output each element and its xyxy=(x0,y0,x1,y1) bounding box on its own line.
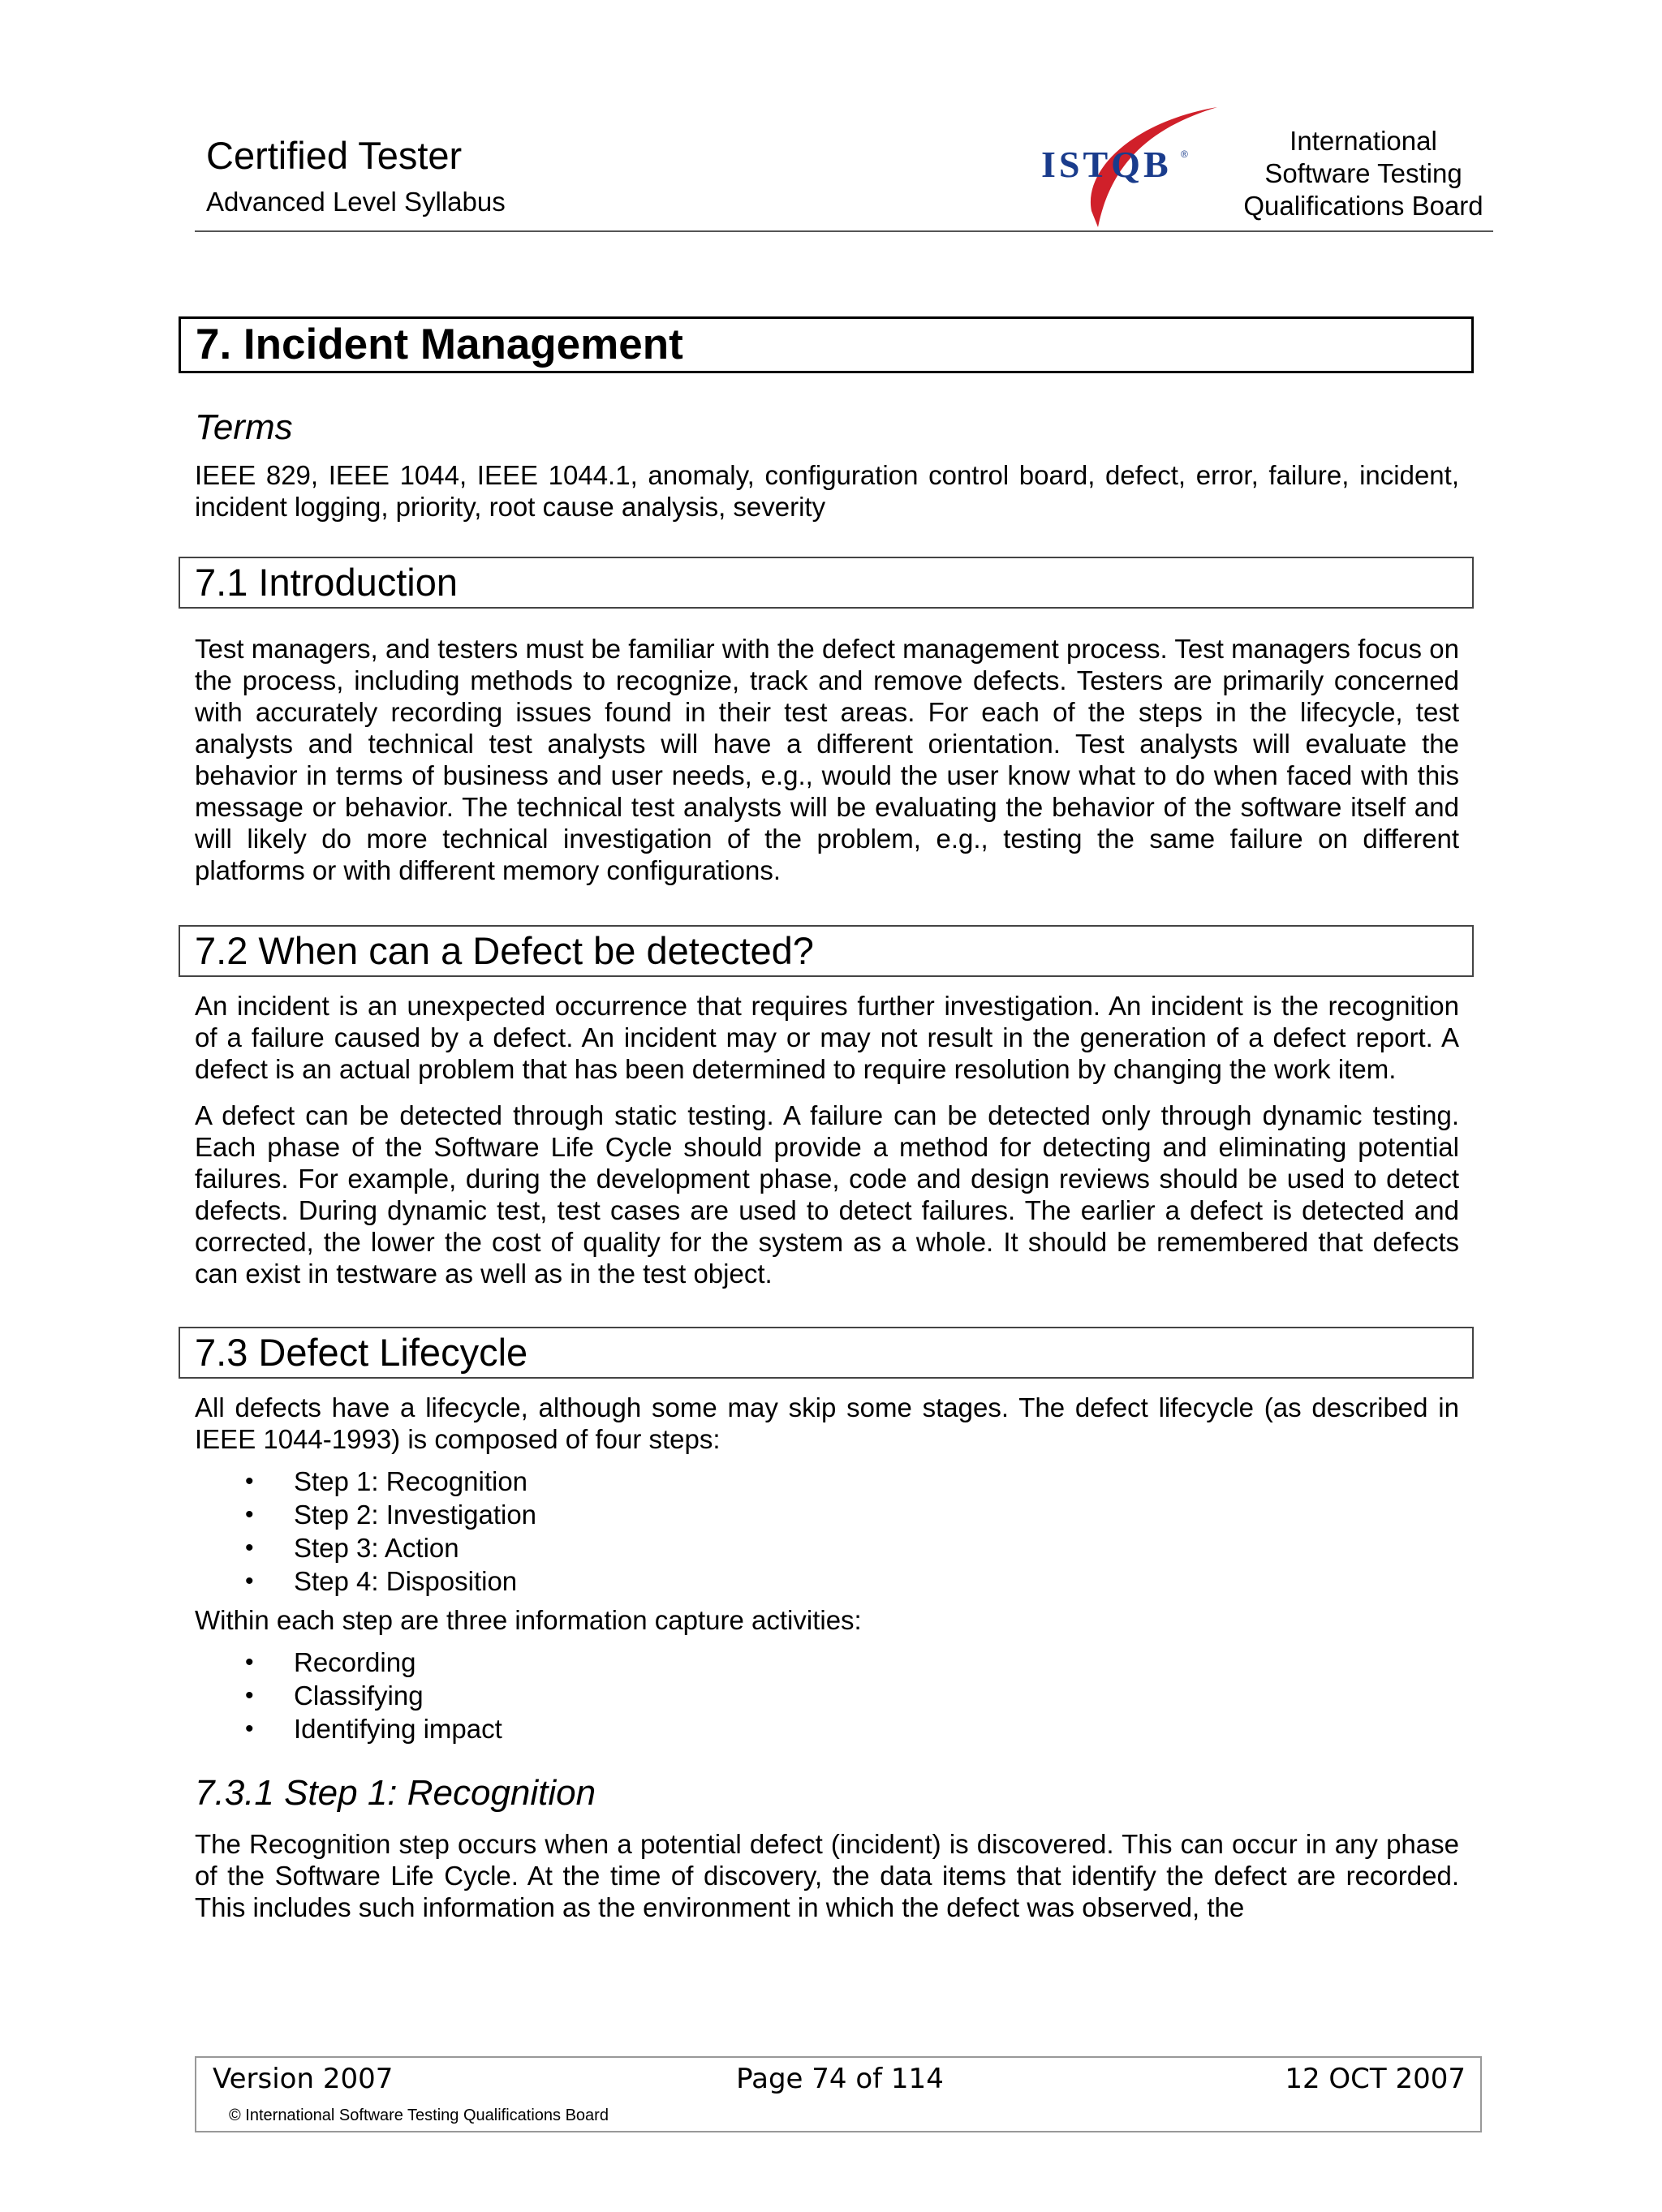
istqb-swoosh-icon xyxy=(1035,105,1246,227)
terms-heading: Terms xyxy=(195,407,293,447)
org-line-3: Qualifications Board xyxy=(1243,191,1483,221)
list-item: • Step 1: Recognition xyxy=(195,1465,1459,1498)
svg-text:®: ® xyxy=(1181,148,1188,160)
section-7-1-heading: 7.1 Introduction xyxy=(179,557,1474,609)
section-7-2-heading: 7.2 When can a Defect be detected? xyxy=(179,925,1474,977)
list-item: • Step 4: Disposition xyxy=(195,1564,1459,1598)
page-footer xyxy=(195,2056,1482,2132)
section-7-1-paragraph: Test managers, and testers must be familiar with the defect management process. Test managers focus on the process, including methods to recognize, track and remove defects. Testers are primarily concerned with accurately recording issues found in their test areas. For each of the steps in the lifecycle, test analysts and technical test analysts will have a different orientation. Test analysts will evaluate the behavior in terms of business and user needs, e.g., would the user know what to do when faced with this message or behavior. The technical test analysts will be evaluating the behavior of the software itself and will likely do more technical investigation of the problem, e.g., testing the same failure on different platforms or with different memory configurations. xyxy=(195,634,1459,885)
list-item: • Step 2: Investigation xyxy=(195,1498,1459,1531)
footer-copyright: © International Software Testing Qualifications Board xyxy=(229,2107,609,2124)
document-subtitle: Advanced Level Syllabus xyxy=(206,187,506,217)
org-line-2: Software Testing xyxy=(1264,158,1462,188)
org-line-1: International xyxy=(1290,126,1437,156)
terms-paragraph: IEEE 829, IEEE 1044, IEEE 1044.1, anomaly, configuration control board, defect, error, failure, incident, incident logging, priority, root cause analysis, severity xyxy=(195,460,1459,522)
capture-activities-list xyxy=(195,1646,1459,1745)
list-item: • Identifying impact xyxy=(195,1712,1459,1745)
footer-page-number: Page 74 of 114 xyxy=(736,2063,944,2095)
section-7-3-1-heading: 7.3.1 Step 1: Recognition xyxy=(195,1773,596,1813)
footer-date: 12 OCT 2007 xyxy=(1285,2063,1466,2095)
list-item: • Classifying xyxy=(195,1679,1459,1712)
footer-version: Version 2007 xyxy=(213,2063,394,2095)
document-title: Certified Tester xyxy=(206,134,463,177)
org-name xyxy=(1238,125,1489,222)
section-7-3-intro: All defects have a lifecycle, although some may skip some stages. The defect lifecycle (as described in IEEE 1044-1993) is composed of four steps: xyxy=(195,1392,1459,1454)
section-7-3-heading: 7.3 Defect Lifecycle xyxy=(179,1327,1474,1379)
chapter-heading: 7. Incident Management xyxy=(179,316,1474,373)
list-item: • Recording xyxy=(195,1646,1459,1679)
page-content xyxy=(195,316,1459,1923)
istqb-logo-text: ISTQB xyxy=(1041,144,1172,185)
section-7-2-paragraph-1: An incident is an unexpected occurrence that requires further investigation. An incident is the recognition of a failure caused by a defect. An incident may or may not result in the generation of a defect report. A defect is an actual problem that has been determined to require resolution by changing the work item. xyxy=(195,991,1459,1084)
section-7-2-paragraph-2: A defect can be detected through static testing. A failure can be detected only through dynamic testing. Each phase of the Software Life Cycle should provide a method for detecting and eliminating potential failures. For example, during the development phase, code and design reviews should be used to detect defects. During dynamic test, test cases are used to detect failures. The earlier a defect is detected and corrected, the lower the cost of quality for the system as a whole. It should be remembered that defects can exist in testware as well as in the test object. xyxy=(195,1100,1459,1289)
activities-intro: Within each step are three information capture activities: xyxy=(195,1605,862,1635)
istqb-logo xyxy=(1035,105,1489,227)
list-item: • Step 3: Action xyxy=(195,1531,1459,1564)
section-7-3-1-paragraph: The Recognition step occurs when a potential defect (incident) is discovered. This can occur in any phase of the Software Life Cycle. At the time of discovery, the data items that identify the defect are recorded. This includes such information as the environment in which the defect was observed, the xyxy=(195,1829,1459,1922)
lifecycle-steps-list xyxy=(195,1465,1459,1598)
page-header xyxy=(195,105,1493,232)
